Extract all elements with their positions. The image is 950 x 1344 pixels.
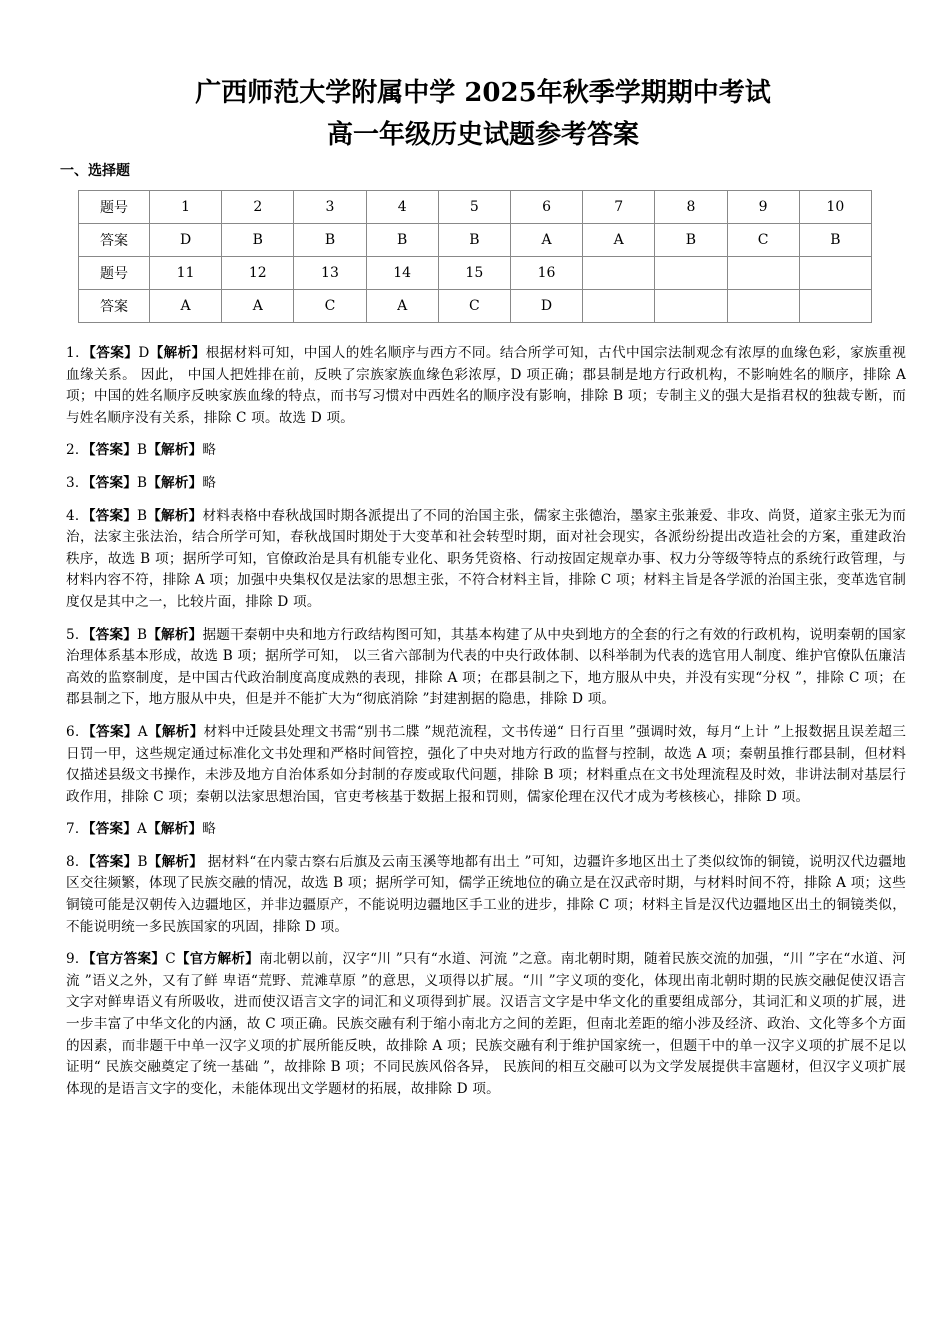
row-label: 答案 (79, 290, 150, 323)
list-item (66, 852, 906, 938)
table-cell: 5 (438, 191, 510, 224)
analysis-text: 南北朝以前，汉字“川 ”只有“水道、河流 ”之意。南北朝时期，随着民族交流的加强，“川 ”字在“水道、河流 ”语义之外，又有了鲜 卑语“荒野、荒滩草原 ”的意思，义项得以扩展。“川 ”字义项的变化，体现出南北朝时期的民族交融促使汉语言文字对鲜卑语义有所吸收，进而使汉语言文字的词汇和义项得到扩展。汉语言文字是中华文化的重要组成部分，其词汇和义项的扩展，进一步丰富了中华文化的内涵，故 C 项正确。民族交融有利于缩小南北方之间的差距，但南北差距的缩小涉及经济、政治、文化等多个方面的因素，而非题干中单一汉字义项的扩展所能反映，故排除 A 项；民族交融有利于维护国家统一，但题干中的单一汉字义项的扩展不足以证明“ 民族交融奠定了统一基础 ”，故排除 B 项；不同民族风俗各异， 民族间的相互交融可以为文学发展提供丰富题材，但汉字义项扩展体现的是语言文字的变化，未能体现出文学题材的拓展，故排除 D 项。 (66, 951, 906, 1097)
answer-value: A (137, 723, 148, 740)
answer-value: A (137, 821, 148, 838)
table-cell: 14 (366, 257, 438, 290)
table-cell: C (727, 224, 799, 257)
table-row (79, 224, 872, 257)
table-row (79, 290, 872, 323)
table-cell: C (438, 290, 510, 323)
answer-value: B (137, 853, 148, 870)
analysis-tag: 【解析】 (147, 821, 203, 838)
table-cell: A (222, 290, 294, 323)
analysis-text: 材料表格中春秋战国时期各派提出了不同的治国主张，儒家主张德治，墨家主张兼爱、非攻、尚贤，道家主张无为而治，法家主张法治，结合所学可知，春秋战国时期处于大变革和社会转型时期，面对社会现实，各派纷纷提出改造社会的方案，重建政治秩序，故选 B 项；据所学可知，官僚政治是具有机能专业化、职务凭资格、行动按固定规章办事、权力分等级等特点的系统行政管理，与材料内容不符，排除 A 项；加强中央集权仅是法家的思想主张，不符合材料主旨，排除 C 项；材料主旨是各学派的治国主张，变革选官制度仅是其中之一，比较片面，排除 D 项。 (66, 507, 906, 610)
table-cell (799, 290, 871, 323)
analysis-text: 略 (202, 442, 217, 459)
analysis-tag: 【解析】 (147, 442, 203, 459)
table-cell: 9 (727, 191, 799, 224)
answer-tag: 【答案】 (88, 442, 138, 459)
table-cell: 6 (510, 191, 582, 224)
item-number: 8． (66, 853, 89, 870)
item-number: 3． (66, 474, 89, 491)
row-label: 答案 (79, 224, 150, 257)
item-number: 4． (66, 507, 89, 524)
table-cell: D (510, 290, 582, 323)
table-cell: B (222, 224, 294, 257)
table-cell: 1 (150, 191, 222, 224)
analysis-tag: 【解析】 (147, 853, 204, 870)
table-cell: 8 (655, 191, 727, 224)
answer-value: B (137, 442, 148, 459)
answer-value: B (137, 474, 148, 491)
table-cell: A (583, 224, 655, 257)
table-cell: 12 (222, 257, 294, 290)
analysis-tag: 【解析】 (147, 723, 204, 740)
row-label: 题号 (79, 257, 150, 290)
analysis-tag: 【解析】 (149, 345, 206, 361)
answer-tag: 【答案】 (88, 474, 138, 491)
table-row (79, 191, 872, 224)
analysis-text: 据材料“在内蒙古察右后旗及云南玉溪等地都有出土 ”可知，边疆许多地区出土了类似纹饰的铜镜，说明汉代边疆地区交往频繁，体现了民族交融的情况，故选 B 项；据所学可知，儒学正统地位的确立是在汉武帝时期，与材料时间不符，排除 A 项；这些铜镜可能是汉朝传入边疆地区，并非边疆原产，不能说明边疆地区手工业的进步，排除 C 项；材料主旨是汉代边疆地区出土的铜镜类似，不能说明统一多民族国家的巩固，排除 D 项。 (66, 853, 906, 935)
answer-tag: 【答案】 (88, 626, 138, 643)
list-item (66, 819, 906, 841)
table-cell (727, 257, 799, 290)
analysis-tag: 【解析】 (147, 626, 203, 643)
analysis-text: 略 (202, 821, 217, 838)
answer-tag: 【答案】 (88, 821, 138, 838)
item-number: 7． (66, 821, 89, 838)
answer-tag: 【官方答案】 (88, 951, 166, 968)
item-number: 9． (66, 951, 89, 968)
row-label: 题号 (79, 191, 150, 224)
list-item (66, 343, 906, 429)
table-cell (799, 257, 871, 290)
analysis-tag: 【解析】 (147, 507, 203, 524)
table-cell (655, 290, 727, 323)
item-number: 1． (66, 345, 90, 361)
answer-value: C (165, 951, 176, 968)
section-heading-choice: 一、选择题 (60, 163, 130, 179)
analysis-text: 据题干秦朝中央和地方行政结构图可知，其基本构建了从中央到地方的全套的行之有效的行政机构，说明秦朝的国家治理体系基本形成，故选 B 项；据所学可知， 以三省六部制为代表的中央行政体制、以科举制为代表的选官用人制度、维护官僚队伍廉洁高效的监察制度，是中国古代政治制度高度成熟的表现，排除 A 项；在郡县制之下，地方服从中央，并没有实现“分权 ”，排除 C 项；在郡县制之下，地方服从中央，但是并不能扩大为“彻底消除 ”封建割据的隐患，排除 D 项。 (66, 626, 906, 708)
table-cell: D (150, 224, 222, 257)
answer-value: B (137, 626, 148, 643)
item-number: 6． (66, 723, 89, 740)
list-item (66, 625, 906, 711)
table-cell: B (799, 224, 871, 257)
list-item (66, 506, 906, 614)
list-item (66, 949, 906, 1100)
answer-tag: 【答案】 (88, 723, 138, 740)
answer-value: B (137, 507, 148, 524)
table-cell: C (294, 290, 366, 323)
page-title: 广西师范大学附属中学 2025年秋季学期期中考试 (195, 78, 771, 108)
table-cell (655, 257, 727, 290)
answer-tag: 【答案】 (88, 853, 138, 870)
table-cell: B (294, 224, 366, 257)
answer-value: D (138, 345, 150, 361)
explanations-list (60, 343, 906, 1100)
analysis-text: 材料中迁陵县处理文书需“别书二牒 ”规范流程，文书传递“ 日行百里 ”强调时效，每月“上计 ”上报数据且误差超三日罚一甲，这些规定通过标准化文书处理和严格时间管控，强化了中央对地方行政的监督与控制，故选 A 项；秦朝虽推行郡县制，但材料仅描述县级文书操作，未涉及地方自治体系如分封制的存废或取代问题，排除 B 项；材料重点在文书处理流程及时效，非讲法制对基层行政作用，排除 C 项；秦朝以法家思想治国，官吏考核基于数据上报和罚则，儒家伦理在汉代才成为考核核心，排除 D 项。 (66, 723, 906, 805)
table-cell: 15 (438, 257, 510, 290)
table-cell: 7 (583, 191, 655, 224)
table-cell: A (366, 290, 438, 323)
table-cell (583, 257, 655, 290)
table-row (79, 257, 872, 290)
table-cell (583, 290, 655, 323)
table-cell: 13 (294, 257, 366, 290)
answer-tag: 【答案】 (89, 345, 139, 361)
analysis-text: 略 (202, 474, 217, 491)
analysis-tag: 【解析】 (147, 474, 203, 491)
table-cell: 16 (510, 257, 582, 290)
table-cell (727, 290, 799, 323)
analysis-tag: 【官方解析】 (175, 951, 260, 968)
table-cell: 2 (222, 191, 294, 224)
list-item (66, 440, 906, 462)
list-item (66, 473, 906, 495)
item-number: 5． (66, 626, 89, 643)
answer-tag: 【答案】 (88, 507, 138, 524)
table-cell: 10 (799, 191, 871, 224)
answer-table (78, 190, 872, 323)
table-cell: 4 (366, 191, 438, 224)
table-cell: B (438, 224, 510, 257)
page-subtitle: 高一年级历史试题参考答案 (326, 120, 639, 150)
table-cell: A (510, 224, 582, 257)
table-cell: B (366, 224, 438, 257)
list-item (66, 722, 906, 808)
analysis-text: 根据材料可知，中国人的姓名顺序与西方不同。结合所学可知，古代中国宗法制观念有浓厚的血缘色彩，家族重视血缘关系。 因此， 中国人把姓排在前，反映了宗族家族血缘色彩浓厚，D 项正确；郡县制是地方行政机构，不影响姓名的顺序，排除 A 项；中国的姓名顺序反映家族血缘的特点，而书写习惯对中西姓名的顺序没有影响，排除 B 项；专制主义的强大是指君权的独裁专断，而与姓名顺序没有关系，排除 C 项。故选 D 项。 (66, 345, 906, 426)
item-number: 2． (66, 442, 89, 459)
table-cell: B (655, 224, 727, 257)
table-cell: 3 (294, 191, 366, 224)
table-cell: 11 (150, 257, 222, 290)
table-cell: A (150, 290, 222, 323)
